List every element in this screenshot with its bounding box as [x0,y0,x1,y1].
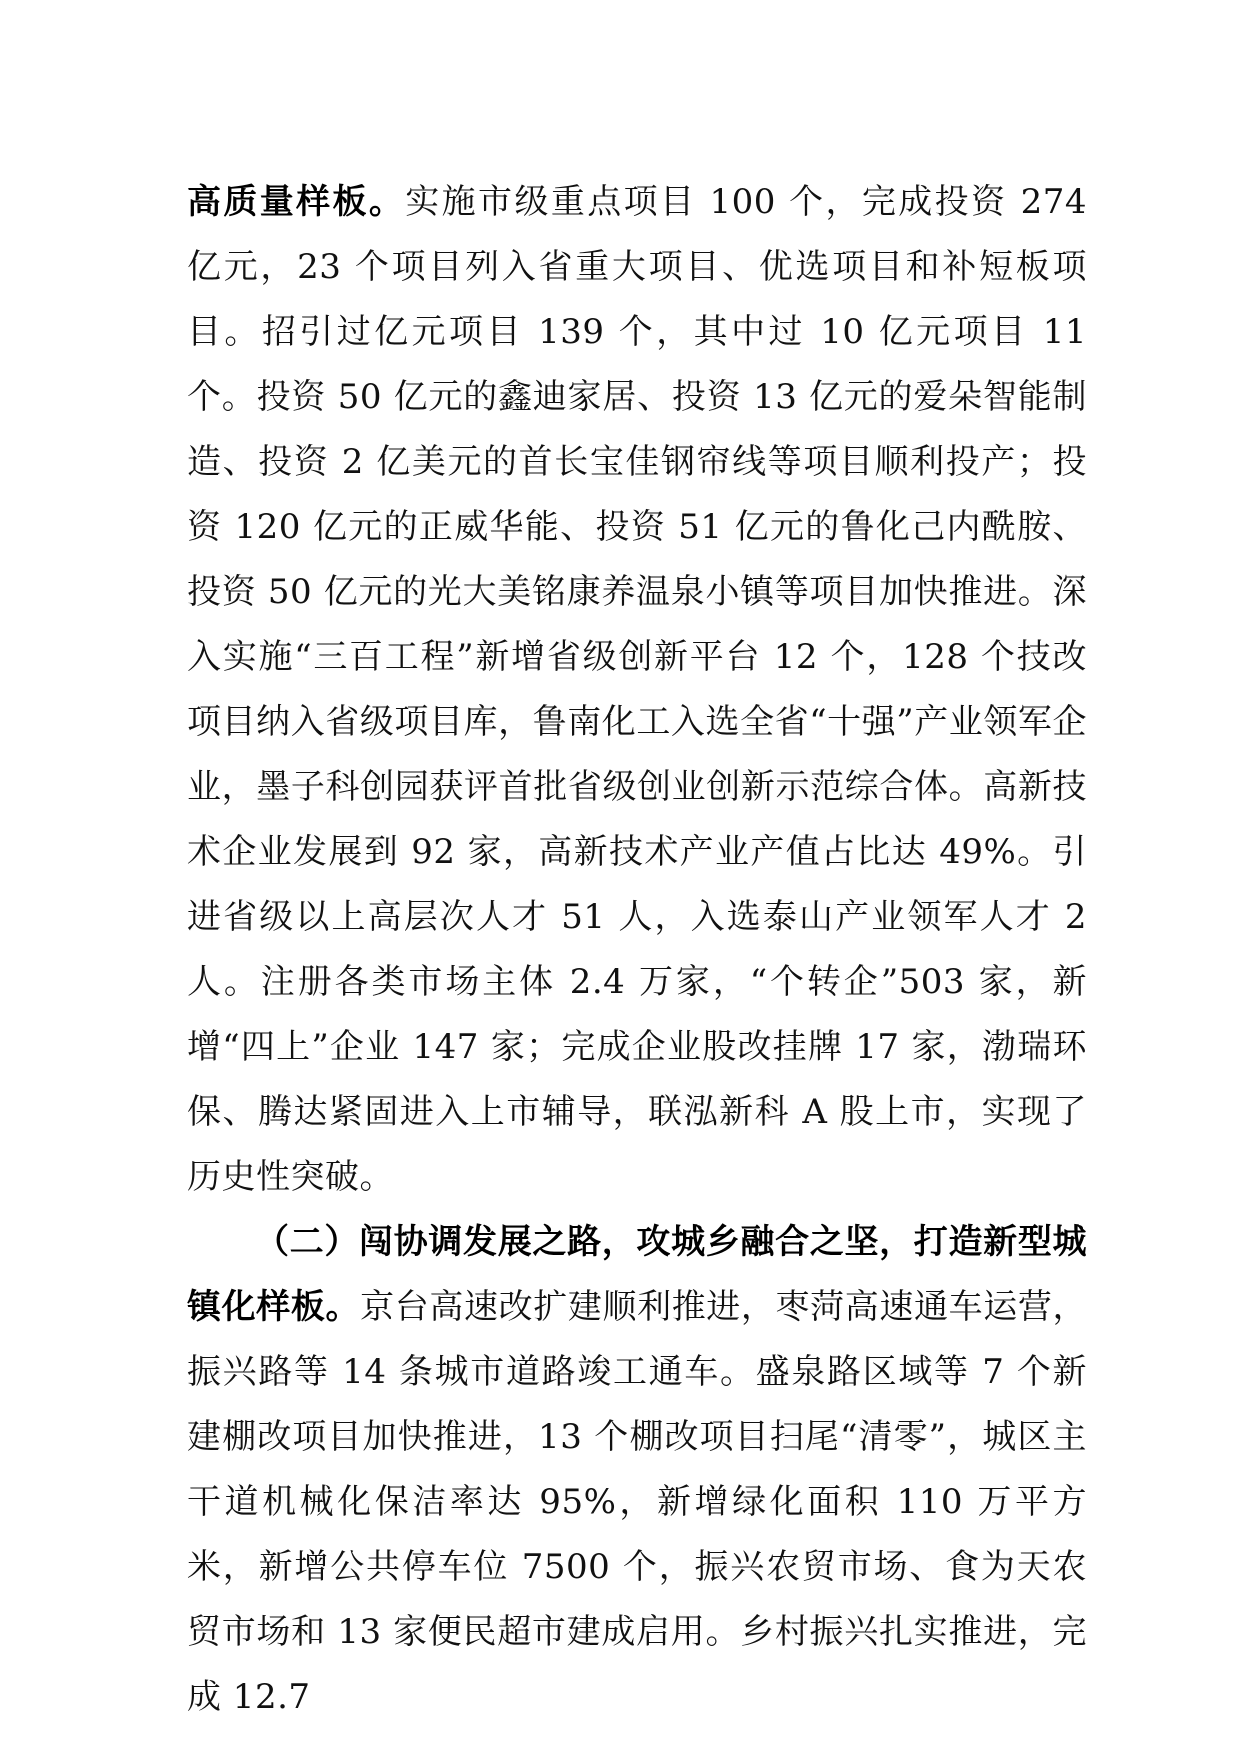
paragraph-1-text: 实施市级重点项目 100 个，完成投资 274 亿元，23 个项目列入省重大项目、优选项目和补短板项目。招引过亿元项目 139 个，其中过 10 亿元项目 11 个。投资 50 亿元的鑫迪家居、投资 13 亿元的爱朵智能制造、投资 2 亿美元的首长宝佳钢帘线等项目顺利投产；投资 120 亿元的正威华能、投资 51 亿元的鲁化己内酰胺、投资 50 亿元的光大美铭康养温泉小镇等项目加快推进。深入实施“三百工程”新增省级创新平台 12 个，128 个技改项目纳入省级项目库，鲁南化工入选全省“十强”产业领军企业，墨子科创园获评首批省级创业创新示范综合体。高新技术企业发展到 92 家，高新技术产业产值占比达 49%。引进省级以上高层次人才 51 人，入选泰山产业领军人才 2 人。注册各类市场主体 2.4 万家，“个转企”503 家，新增“四上”企业 147 家；完成企业股改挂牌 17 家，渤瑞环保、腾达紧固进入上市辅导，联泓新科 A 股上市，实现了历史性突破。 [187,182,1088,1197]
paragraph-2-text: 京台高速改扩建顺利推进，枣菏高速通车运营，振兴路等 14 条城市道路竣工通车。盛泉路区域等 7 个新建棚改项目加快推进，13 个棚改项目扫尾“清零”，城区主干道机械化保洁率达 95%，新增绿化面积 110 万平方米，新增公共停车位 7500 个，振兴农贸市场、食为天农贸市场和 13 家便民超市建成启用。乡村振兴扎实推进，完成 12.7 [187,1287,1088,1717]
paragraph-2 [187,1210,1087,1730]
document-body [187,170,1087,1730]
paragraph-1 [187,170,1087,1210]
paragraph-1-heading: 高质量样板。 [187,182,406,222]
paragraph-2-heading: （二）闯协调发展之路，攻城乡融合之坚，打造新型城镇化样板。 [187,1222,1087,1327]
